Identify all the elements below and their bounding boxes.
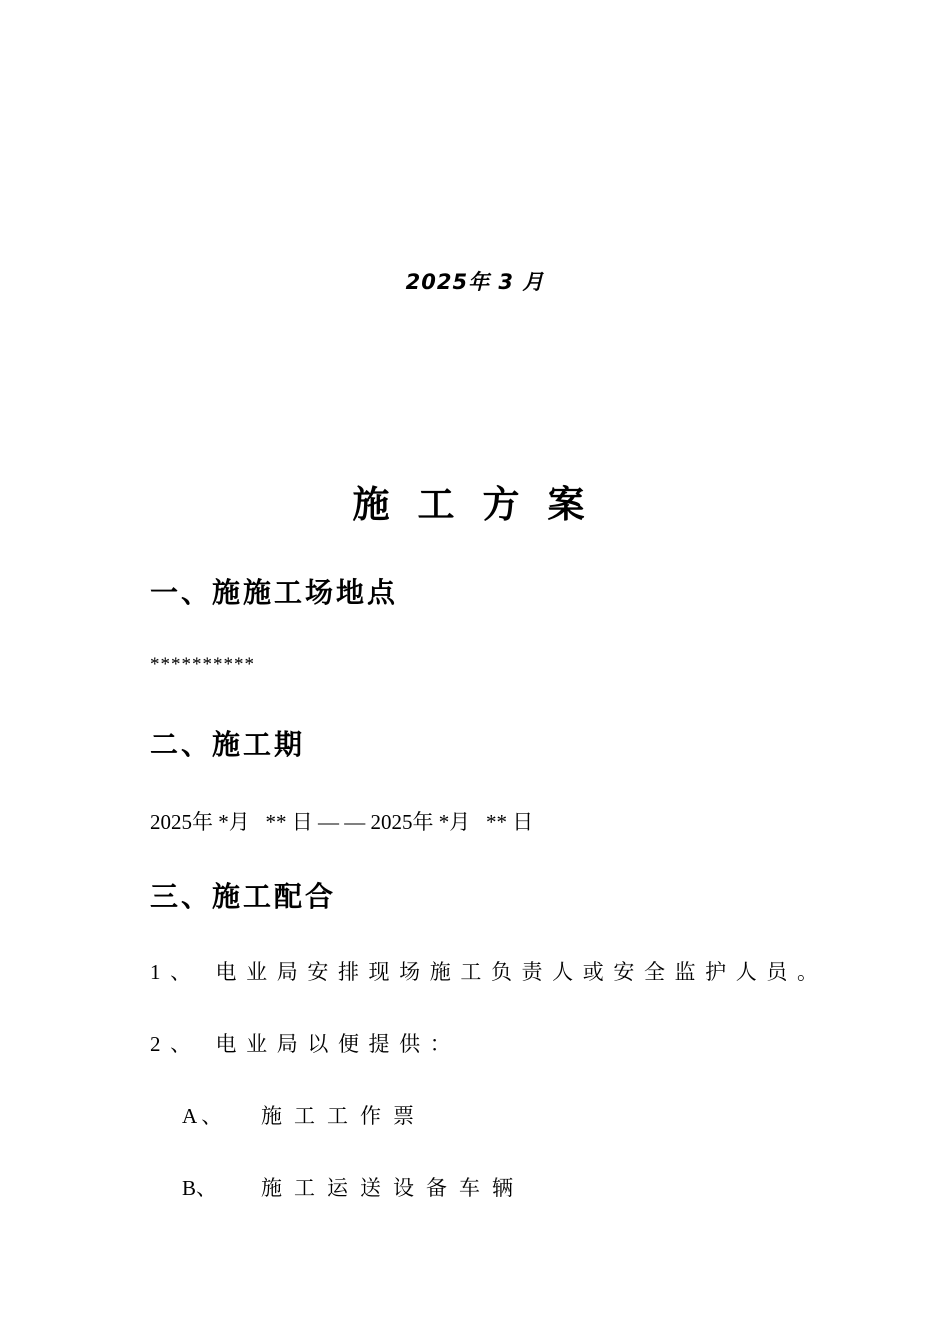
- coordination-item-2: 2、 电业局以便提供：: [150, 1032, 461, 1056]
- construction-period-text: 2025年 *月 ** 日 — — 2025年 *月 ** 日: [150, 810, 534, 834]
- section-heading-coordination: 三、施工配合: [150, 880, 337, 913]
- section-heading-period: 二、施工期: [150, 728, 306, 761]
- sub-item-text-a: 施工工作票: [261, 1104, 426, 1128]
- sub-item-text-b: 施工运送设备车辆: [261, 1176, 525, 1200]
- section-heading-site: 一、施施工场地点: [150, 576, 399, 609]
- sub-item-marker-a: A 、: [182, 1104, 223, 1128]
- site-location-text: **********: [150, 654, 255, 675]
- cover-date: 2025年 3 月: [405, 270, 545, 294]
- sub-item-marker-b: B、: [182, 1176, 218, 1200]
- coordination-item-1: 1、 电业局安排现场施工负责人或安全监护人员。: [150, 960, 828, 984]
- document-title: 施工方案: [352, 483, 613, 526]
